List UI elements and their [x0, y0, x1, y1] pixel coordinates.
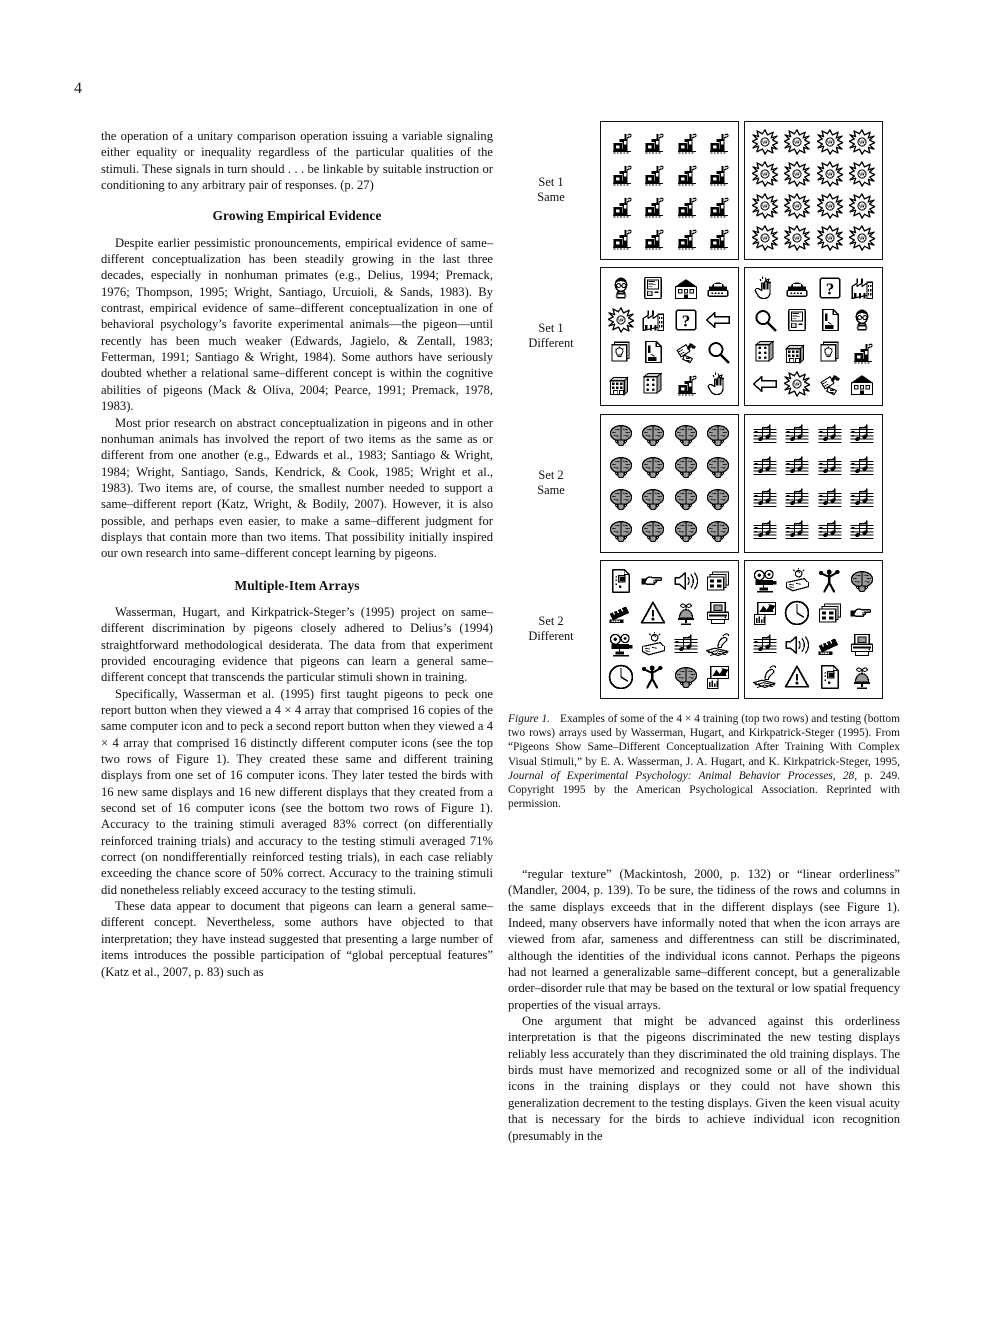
brain-icon [670, 483, 702, 515]
magnifying-glass-icon [702, 336, 734, 368]
locomotive-icon [670, 222, 702, 254]
starburst-icon [846, 222, 878, 254]
section-heading-multiple-item-arrays: Multiple-Item Arrays [234, 577, 360, 593]
starburst-icon [814, 158, 846, 190]
locomotive-icon [702, 127, 734, 159]
brain-icon [702, 420, 734, 452]
right-text-column [508, 866, 900, 1144]
table-lamp-icon [846, 661, 878, 693]
speaker-icon [670, 566, 702, 598]
starburst-icon [846, 158, 878, 190]
icon-array-panel [744, 414, 883, 553]
brain-icon [605, 483, 637, 515]
person-face-icon [846, 304, 878, 336]
music-staff-icon [670, 629, 702, 661]
body-paragraph: Despite earlier pessimistic pronouncements, empirical evidence of same–different conceptualization has been steadily growing in the last three decades, especially in nonhuman primates (e.g., Delius, 1994; Premack, 1976; Thompson, 1995; Wright, Santiago, Urcuioli, & Sands, 1983). By contrast, empirical evidence of same–different conceptualization in one of behavioral psychology’s favorite experimental animals—the pigeon—until recently has been much weaker (Edwards, Jagielo, & Zentall, 1983; Fetterman, 1991; Santiago & Wright, 1984). Some authors have seriously doubted whether a relational same–different concept is within the cognitive abilities of pigeons (Mack & Oliva, 2004; Pearce, 1991; Premack, 1978, 1983). [101, 235, 493, 414]
music-staff-icon [846, 451, 878, 483]
pointing-hand-icon [637, 566, 669, 598]
gramophone-icon [749, 661, 781, 693]
figure-row-set2-same [508, 413, 900, 553]
tools-icon [670, 336, 702, 368]
warning-triangle-icon [637, 597, 669, 629]
starburst-icon [781, 127, 813, 159]
locomotive-icon [670, 158, 702, 190]
brain-icon [670, 515, 702, 547]
figure-caption [508, 712, 900, 811]
chart-paint-icon [702, 661, 734, 693]
starburst-icon [846, 127, 878, 159]
music-staff-icon [749, 451, 781, 483]
brain-icon [637, 420, 669, 452]
music-staff-icon [846, 515, 878, 547]
magnifying-glass-icon [749, 304, 781, 336]
music-staff-icon [781, 420, 813, 452]
dancing-person-icon [814, 566, 846, 598]
chart-paint-icon [749, 597, 781, 629]
music-staff-icon [749, 515, 781, 547]
locomotive-icon [846, 336, 878, 368]
figure-caption-text-2: p. 249. Copyright 1995 by the American Psychological Association. Reprinted with permission. [508, 769, 900, 811]
brain-icon [670, 661, 702, 693]
starburst-icon [781, 158, 813, 190]
icon-array-panel [600, 560, 739, 699]
starburst-icon [605, 304, 637, 336]
body-paragraph: Most prior research on abstract conceptualization in pigeons and in other nonhuman animals has involved the report of two items as the same as or different from one another (e.g., Edwards et al., 1983; Santiago & Wright, 1984; Wright, Santiago, Sands, Kendrick, & Cook, 1985; Wright et al., 1983). Two items are, of course, the smallest number needed to support a same–different report (Katz, Wright, & Bodily, 2007). However, it is also possible, and perhaps even easier, to make a same–different judgment for displays that contain more than two items. That possibility initially inspired our own research into same–different concept learning by pigeons. [101, 415, 493, 561]
figure-row-label: Set 1 Same [537, 175, 565, 204]
icon-array-panel [744, 121, 883, 260]
music-staff-icon [814, 515, 846, 547]
left-arrow-icon [749, 368, 781, 400]
body-paragraph: “regular texture” (Mackintosh, 2000, p. 132) or “linear orderliness” (Mandler, 2004, p. 139). To be sure, the tidiness of the rows and columns in the same displays exceeds that in the different displays (see Figure 1). Indeed, many observers have informally noted that when the icon arrays are viewed from afar, sameness and differentness can still be discriminated, although the identities of the individual icons cannot. Perhaps the pigeons had not learned a generalizable same–different concept, but a generalizable order–disorder rule that may be based on the textural or low spatial frequency properties of the visual arrays. [508, 867, 900, 1012]
slide-stack-icon [702, 566, 734, 598]
body-paragraph: These data appear to document that pigeons can learn a general same–different concept. Nevertheless, some authors have objected to that interpretation; they have instead suggested that presenting a large number of items introduces the possible participation of “global perceptual features” (Katz et al., 2007, p. 83) such as [101, 899, 493, 979]
brain-icon [846, 566, 878, 598]
starburst-icon [749, 127, 781, 159]
starburst-icon [781, 368, 813, 400]
figure-row-set1-different [508, 266, 900, 406]
music-staff-icon [814, 451, 846, 483]
music-staff-icon [781, 483, 813, 515]
light-bulb-icon [814, 336, 846, 368]
dice-block-icon [749, 336, 781, 368]
brain-icon [605, 420, 637, 452]
starburst-icon [814, 190, 846, 222]
starburst-icon [814, 127, 846, 159]
brain-icon [605, 515, 637, 547]
music-staff-icon [749, 629, 781, 661]
starburst-icon [846, 190, 878, 222]
icon-array-panel [600, 267, 739, 406]
light-bulb-icon [605, 336, 637, 368]
icon-array-panel [600, 414, 739, 553]
page-number: 4 [74, 80, 83, 97]
brain-icon [637, 515, 669, 547]
brain-icon [605, 451, 637, 483]
brain-icon [670, 420, 702, 452]
slide-stack-icon [814, 597, 846, 629]
locomotive-icon [670, 368, 702, 400]
question-mark-icon [814, 273, 846, 305]
clock-icon [605, 661, 637, 693]
treasure-chest-icon [781, 566, 813, 598]
pointing-hand-icon [846, 597, 878, 629]
locomotive-icon [605, 127, 637, 159]
music-staff-icon [846, 483, 878, 515]
locomotive-icon [637, 127, 669, 159]
locomotive-icon [702, 158, 734, 190]
printer-icon [846, 629, 878, 661]
starburst-icon [749, 222, 781, 254]
locomotive-icon [702, 190, 734, 222]
locomotive-icon [637, 190, 669, 222]
figure-row-label: Set 2 Same [537, 468, 565, 497]
music-staff-icon [749, 420, 781, 452]
body-paragraph: One argument that might be advanced against this orderliness interpretation is that the pigeons discriminated the new testing displays reliably less accurately than they discriminated the old training displays. The birds must have memorized and recognized some or all of the individual icons in the training displays or they could not have shown this generalization decrement to the testing displays. Given the keen visual acuity that is necessary for the birds to achieve individual icon recognition (presumably in the [508, 1014, 900, 1143]
locomotive-icon [605, 190, 637, 222]
table-lamp-icon [670, 597, 702, 629]
document-icon [637, 336, 669, 368]
tools-icon [814, 368, 846, 400]
telephone-icon [781, 273, 813, 305]
left-text-column [101, 128, 493, 980]
icon-array-panel [744, 560, 883, 699]
brain-icon [637, 483, 669, 515]
locomotive-icon [605, 222, 637, 254]
section-heading-growing-empirical-evidence: Growing Empirical Evidence [212, 208, 382, 224]
figure-row-label: Set 2 Different [528, 614, 574, 643]
factory-icon [846, 273, 878, 305]
svg-text:?: ? [681, 311, 690, 331]
warning-triangle-icon [781, 661, 813, 693]
scanned-page-icon [605, 566, 637, 598]
left-arrow-icon [702, 304, 734, 336]
locomotive-icon [670, 190, 702, 222]
music-staff-icon [814, 420, 846, 452]
music-staff-icon [781, 451, 813, 483]
person-face-icon [605, 273, 637, 305]
figure-row-set1-same [508, 120, 900, 260]
body-paragraph: Specifically, Wasserman et al. (1995) first taught pigeons to peck one report button when they viewed a 4 × 4 array that comprised 16 copies of the same computer icon and to peck a second report button when they viewed a 4 × 4 array that comprised 16 distinctly different computer icons (see the top two rows of Figure 1). They created these same and different training displays from one set of 16 computer icons. They later tested the birds with 16 new same displays and 16 new different displays that they created from a second set of 16 computer icons (see the bottom two rows of Figure 1). Accuracy to the training stimuli averaged 83% correct (on differentially reinforced training trials) and accuracy to the testing stimuli averaged 71% correct (on nondifferentially reinforced testing trials), in each case reliably exceeding the chance score of 50% correct. Accuracy to the training stimuli did nonetheless reliably exceed accuracy to the testing stimuli. [101, 686, 493, 897]
figure-caption-number: Figure 1. [508, 713, 551, 725]
figure-row-label: Set 1 Different [528, 321, 574, 350]
svg-text:?: ? [825, 279, 834, 299]
locomotive-icon [605, 158, 637, 190]
figure-1 [508, 118, 900, 708]
starburst-icon [781, 190, 813, 222]
telephone-icon [702, 273, 734, 305]
desktop-computer-icon [781, 304, 813, 336]
icon-array-panel [600, 121, 739, 260]
starburst-icon [781, 222, 813, 254]
film-projector-icon [749, 566, 781, 598]
figure-row-set2-different [508, 559, 900, 699]
blockquote-paragraph: the operation of a unitary comparison operation issuing a variable signaling either equality or inequality regardless of the particular qualities of the stimuli. These signals in turn should . . . be linkable by suitable instruction or conditioning to any arbitrary pair of responses. (p. 27) [101, 129, 493, 193]
brain-icon [670, 451, 702, 483]
factory-icon [637, 304, 669, 336]
office-building-icon [605, 368, 637, 400]
locomotive-icon [702, 222, 734, 254]
music-staff-icon [781, 515, 813, 547]
music-staff-icon [814, 483, 846, 515]
document-icon [814, 304, 846, 336]
figure-caption-text-1: Examples of some of the 4 × 4 training (top two rows) and testing (bottom two rows) arrays used by Wasserman, Hugart, and Kirkpatrick-Steger (1995). From “Pigeons Show Same–Different Conceptualization After Training With Complex Visual Stimuli,” by E. A. Wasserman, J. A. Hugart, and K. Kirkpatrick-Steger, 1995, [508, 713, 900, 768]
starburst-icon [749, 158, 781, 190]
house-icon [846, 368, 878, 400]
starburst-icon [814, 222, 846, 254]
office-building-icon [781, 336, 813, 368]
dice-block-icon [637, 368, 669, 400]
locomotive-icon [637, 222, 669, 254]
scanned-page-icon [814, 661, 846, 693]
brain-icon [637, 451, 669, 483]
printer-icon [702, 597, 734, 629]
dancing-person-icon [637, 661, 669, 693]
grabbing-hand-icon [749, 273, 781, 305]
desktop-computer-icon [637, 273, 669, 305]
clock-icon [781, 597, 813, 629]
music-staff-icon [846, 420, 878, 452]
icon-array-panel [744, 267, 883, 406]
film-clapper-icon [605, 597, 637, 629]
film-clapper-icon [814, 629, 846, 661]
treasure-chest-icon [637, 629, 669, 661]
gramophone-icon [702, 629, 734, 661]
grabbing-hand-icon [702, 368, 734, 400]
locomotive-icon [670, 127, 702, 159]
brain-icon [702, 515, 734, 547]
starburst-icon [749, 190, 781, 222]
figure-caption-journal: Journal of Experimental Psychology: Animal Behavior Processes, 28, [508, 769, 858, 782]
brain-icon [702, 451, 734, 483]
locomotive-icon [637, 158, 669, 190]
speaker-icon [781, 629, 813, 661]
film-projector-icon [605, 629, 637, 661]
music-staff-icon [749, 483, 781, 515]
house-icon [670, 273, 702, 305]
question-mark-icon [670, 304, 702, 336]
body-paragraph: Wasserman, Hugart, and Kirkpatrick-Steger’s (1995) project on same–different discrimination by pigeons closely adhered to Delius’s (1994) straightforward methodological desiderata. The data from that experiment provided encouraging evidence that pigeons can learn a general same–different concept that transcends the particular stimuli shown in training. [101, 604, 493, 685]
brain-icon [702, 483, 734, 515]
